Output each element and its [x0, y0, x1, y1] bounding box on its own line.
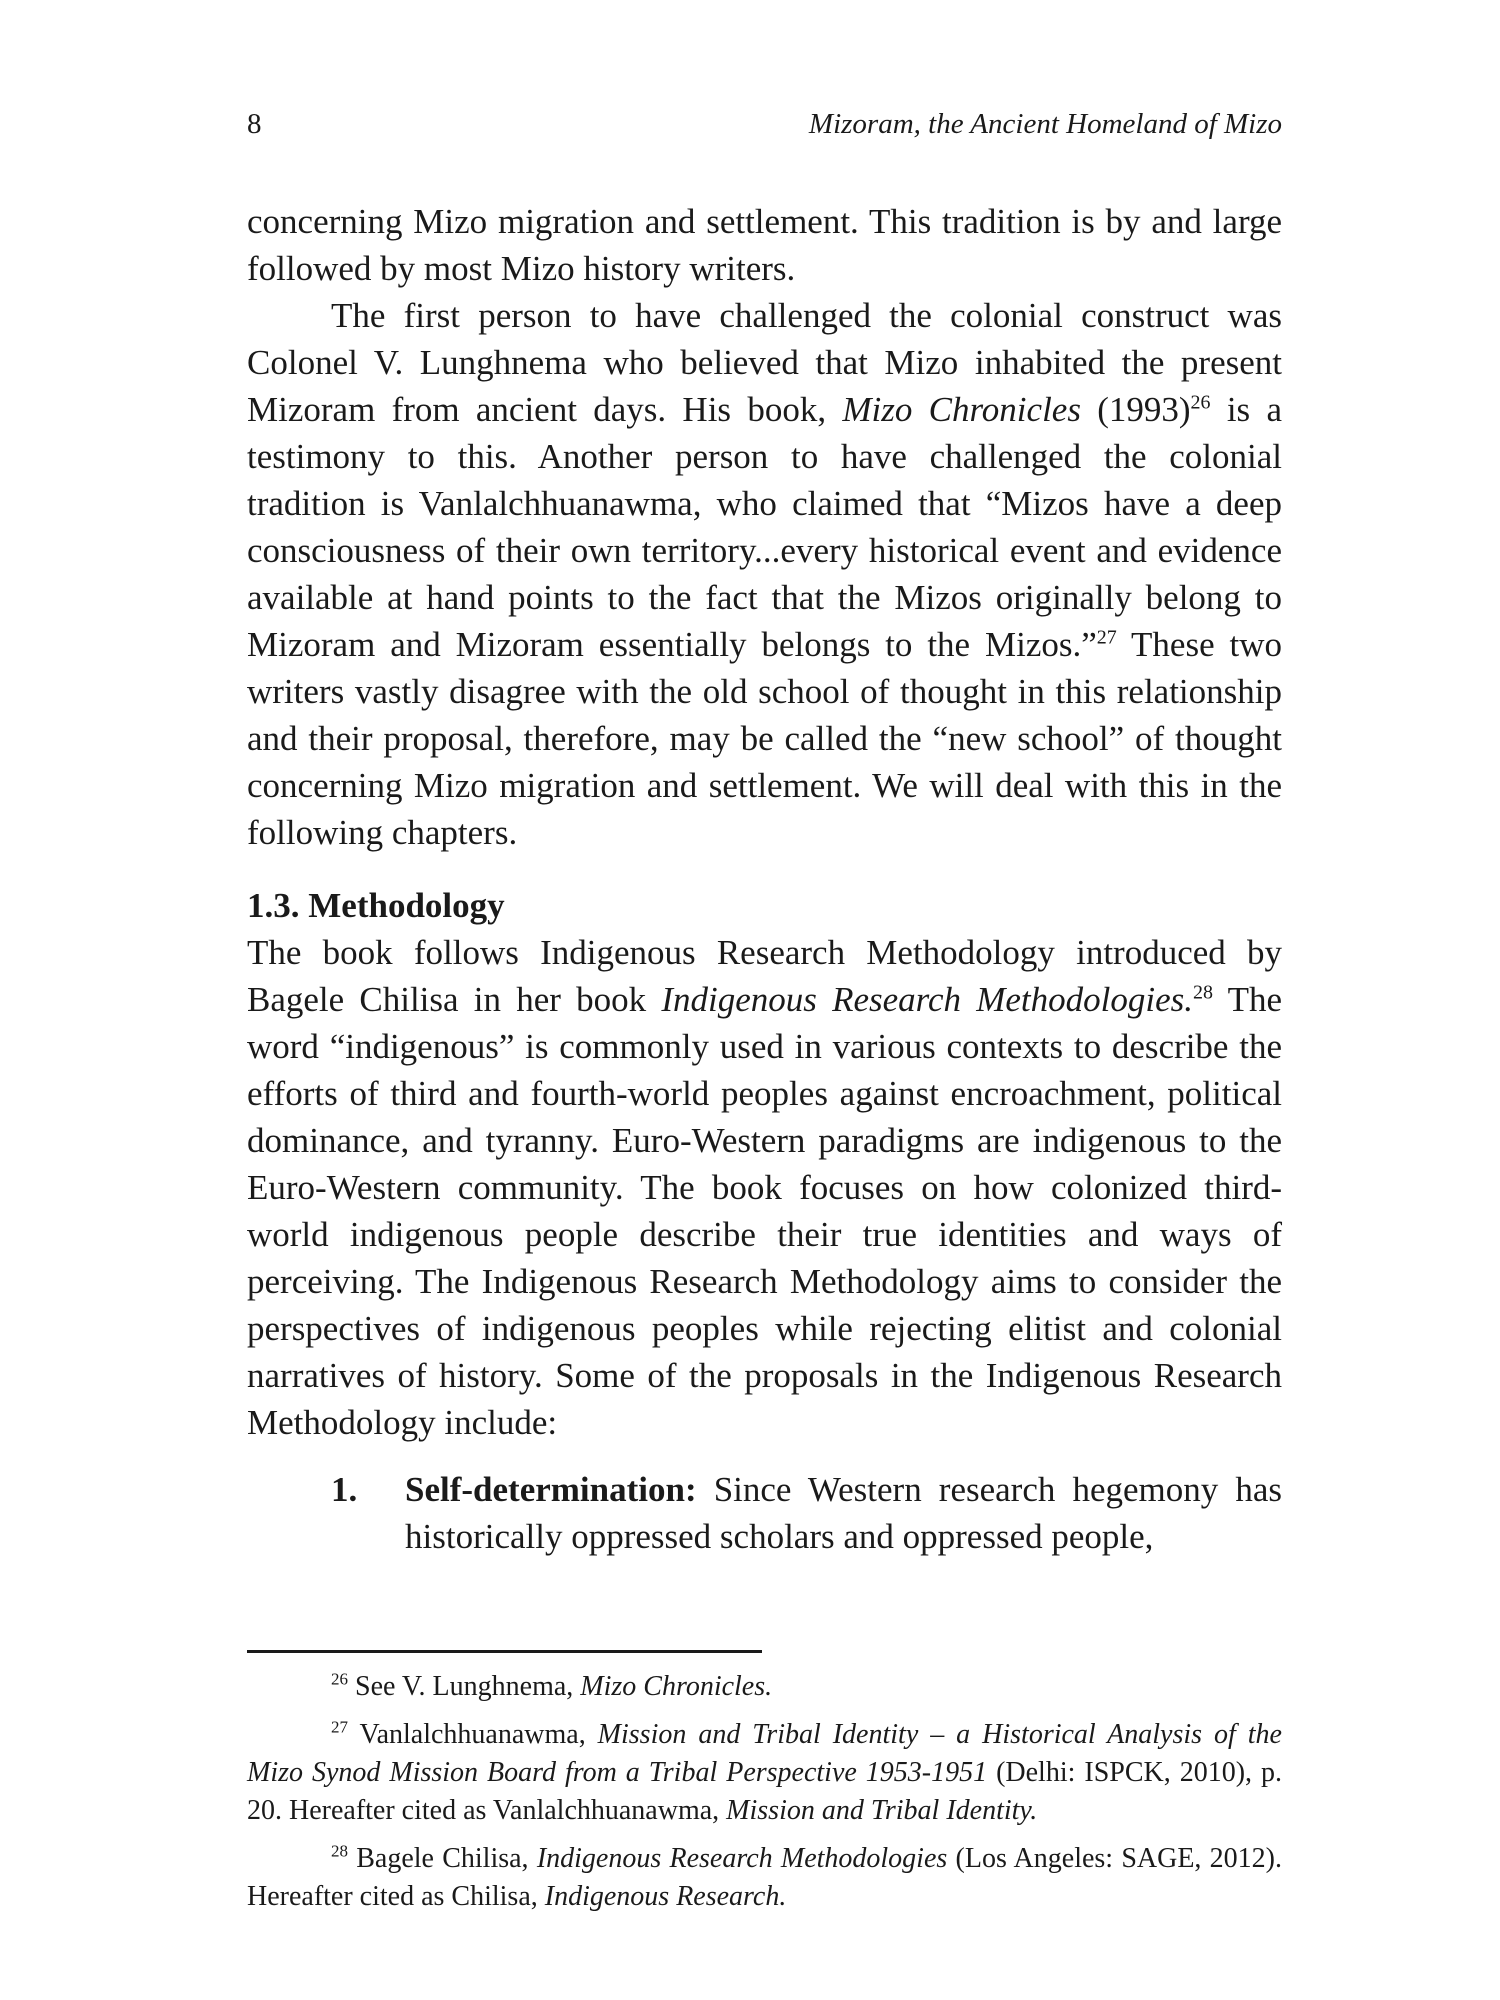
footnote-ref-26: 26	[1190, 391, 1211, 414]
footnotes	[247, 1668, 1282, 1926]
footnote-title: Indigenous Research Methodologies	[536, 1843, 948, 1874]
body-text	[247, 198, 1282, 1560]
footnote-26	[247, 1668, 1282, 1706]
footnote-ref-27: 27	[1096, 626, 1117, 649]
footnote-28	[247, 1840, 1282, 1916]
paragraph-text: The first person to have challenged the colonial construct was Colonel V. Lunghnema who believed that Mizo inhabited the present Mizoram from ancient days. His book,	[247, 296, 1282, 429]
footnote-title: Mizo Chronicles.	[580, 1671, 773, 1702]
running-title: Mizoram, the Ancient Homeland of Mizo	[808, 108, 1282, 140]
list-text: Since Western research hegemony has historically oppressed scholars and oppressed people,	[405, 1470, 1282, 1556]
paragraph-methodology	[247, 929, 1282, 1446]
footnote-number: 26	[331, 1669, 348, 1689]
paragraph-text: The word “indigenous” is commonly used in various contexts to describe the efforts of third and fourth-world peoples against encroachment, political dominance, and tyranny. Euro-Western paradigms are indigenous to the Euro-Western community. The book focuses on how colonized third-world indigenous people describe their true identities and ways of perceiving. The Indigenous Research Methodology aims to consider the perspectives of indigenous peoples while rejecting elitist and colonial narratives of history. Some of the proposals in the Indigenous Research Methodology include:	[247, 980, 1282, 1442]
footnote-text: Vanlalchhuanawma,	[348, 1719, 598, 1750]
footnote-text: See V. Lunghnema,	[348, 1671, 581, 1702]
footnote-text: (Delhi: ISPCK, 2010), p. 20. Hereafter cited as Vanlalchhuanawma,	[247, 1757, 1282, 1826]
page-number: 8	[247, 108, 262, 140]
list-item	[247, 1466, 1282, 1560]
paragraph-text: is a testimony to this. Another person to have challenged the colonial tradition is Vanlalchhuanawma, who claimed that “Mizos have a deep consciousness of their own territory...every historical event and evidence available at hand points to the fact that the Mizos originally belong to Mizoram and Mizoram essentially belongs to the Mizos.”	[247, 390, 1282, 664]
footnote-27	[247, 1716, 1282, 1830]
footnote-short-title: Mission and Tribal Identity.	[726, 1795, 1038, 1826]
footnote-divider	[247, 1650, 762, 1653]
paragraph-new-school	[247, 292, 1282, 856]
footnote-text: (Los Angeles: SAGE, 2012). Hereafter cited as Chilisa,	[247, 1843, 1282, 1912]
footnote-short-title: Indigenous Research.	[544, 1881, 787, 1912]
paragraph-continuation: concerning Mizo migration and settlement. This tradition is by and large followed by most Mizo history writers.	[247, 202, 1282, 288]
footnote-title: Mission and Tribal Identity – a Historical Analysis of the Mizo Synod Mission Board from a Tribal Perspective 1953-1951	[247, 1719, 1282, 1788]
footnote-number: 27	[331, 1717, 348, 1737]
footnote-ref-28: 28	[1192, 981, 1213, 1004]
footnote-number: 28	[331, 1841, 348, 1861]
list-term: Self-determination:	[405, 1470, 697, 1509]
book-title: Mizo Chronicles	[842, 390, 1081, 429]
section-heading: 1.3. Methodology	[247, 886, 505, 925]
paragraph-text: (1993)	[1080, 390, 1191, 429]
list-number: 1.	[331, 1470, 358, 1509]
book-title: Indigenous Research Methodologies.	[661, 980, 1193, 1019]
running-head	[247, 104, 1282, 144]
footnote-text: Bagele Chilisa,	[348, 1843, 537, 1874]
paragraph-text: These two writers vastly disagree with the old school of thought in this relationship and their proposal, therefore, may be called the “new school” of thought concerning Mizo migration and settlement. We will deal with this in the following chapters.	[247, 625, 1283, 852]
paragraph-text: The book follows Indigenous Research Methodology introduced by Bagele Chilisa in her book	[247, 933, 1282, 1019]
